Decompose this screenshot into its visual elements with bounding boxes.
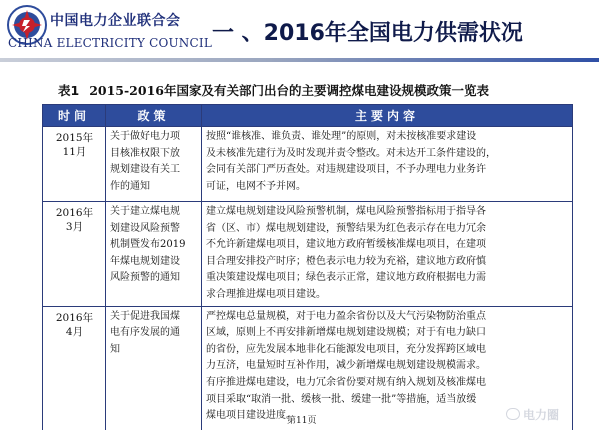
content-line: 建立煤电规划建设风险预警机制，煤电风险预警指标用于指导各 <box>206 206 486 217</box>
time-month: 11月 <box>62 146 87 158</box>
table-caption-number: 表1 <box>58 83 80 98</box>
table-row <box>43 306 573 430</box>
content-line: 项目采取“取消一批、缓核一批、缓建一批”等措施，适当放缓 <box>206 393 477 405</box>
content-cell <box>202 202 573 307</box>
table-row <box>43 202 573 307</box>
time-cell <box>43 127 106 202</box>
table-header-row <box>43 105 573 127</box>
time-year: 2016年 <box>55 207 94 219</box>
time-month: 4月 <box>65 325 84 338</box>
content-line: 可证，电网不予并网。 <box>206 180 306 192</box>
time-cell <box>43 202 106 307</box>
page-number: 第11页 <box>287 416 317 426</box>
content-line: 力互济，电量短时互补作用，减少新增煤电规划建设规模需求。 <box>206 360 486 372</box>
policy-cell <box>106 127 202 202</box>
policy-table <box>42 104 573 430</box>
content-cell <box>202 127 573 202</box>
content-line: 重决策建设煤电项目；绿色表示正常，建议地方政府根据电力需 <box>206 272 486 284</box>
time-year: 2016年 <box>55 311 94 324</box>
policy-line: 机制暨发布2019 <box>110 239 186 251</box>
content-line: 的省份，应先发展本地非化石能源发电项目，充分发挥跨区域电 <box>206 343 486 355</box>
content-line: 求合理推进煤电项目建设。 <box>206 288 326 300</box>
header-divider <box>0 58 599 62</box>
watermark <box>506 406 559 423</box>
content-line: 及未核准先建行为及时发现并责令整改。对未达开工条件建设的， <box>206 147 496 159</box>
content-line: 省（区、市）煤电规划建设，预警结果为红色表示存在电力冗余 <box>206 222 486 234</box>
table-row <box>43 127 573 202</box>
policy-line: 关于建立煤电规 <box>110 206 180 217</box>
org-name-en: CHINA ELECTRICITY COUNCIL <box>8 36 213 50</box>
column-header-time: 时间 <box>43 105 106 127</box>
content-line: 会同有关部门严历查处。对违规建设项目，不予办理电力业务许 <box>206 164 486 176</box>
policy-line: 年煤电规划建设 <box>110 255 180 267</box>
policy-line: 划建设风险预警 <box>110 222 180 234</box>
table-caption <box>58 81 489 99</box>
policy-line: 关于做好电力项 <box>110 131 180 142</box>
content-line: 煤电项目建设进度。 <box>206 410 296 422</box>
policy-line: 电有序发展的通 <box>110 327 180 339</box>
time-year: 2015年 <box>55 132 94 144</box>
content-line: 区域，原则上不再安排新增煤电规划建设规模；对于有电力缺口 <box>206 327 486 339</box>
watermark-text: 电力圈 <box>523 408 560 422</box>
content-line: 目合理安排投产时序；橙色表示电力较为充裕，建议地方政府慎 <box>206 255 486 267</box>
policy-cell <box>106 202 202 307</box>
content-line: 严控煤电总量规模，对于电力盈余省份以及大气污染物防治重点 <box>206 310 486 322</box>
policy-line: 关于促进我国煤 <box>110 310 180 322</box>
slide-title: 一 、2016年全国电力供需状况 <box>212 21 523 46</box>
table-caption-text: 2015-2016年国家及有关部门出台的主要调控煤电建设规模政策一览表 <box>89 83 489 98</box>
column-header-policy: 政策 <box>106 105 202 127</box>
policy-line: 目核准权限下放 <box>110 147 180 159</box>
slide-header <box>0 0 599 62</box>
org-name-cn: 中国电力企业联合会 <box>50 13 181 29</box>
time-cell <box>43 306 106 430</box>
content-line: 按照“谁核准、谁负责、谁处理”的原则，对未按核准要求建设 <box>206 131 477 142</box>
column-header-content: 主要内容 <box>202 105 573 127</box>
policy-cell <box>106 306 202 430</box>
content-line: 不允许新建煤电项目，建议地方政府暂缓核准煤电项目，在建项 <box>206 239 486 251</box>
policy-line: 作的通知 <box>110 180 150 192</box>
chat-bubble-icon <box>506 408 520 420</box>
content-line: 有序推进煤电建设，电力冗余省份要对规有纳入规划及核准煤电 <box>206 376 486 388</box>
time-month: 3月 <box>65 221 84 233</box>
policy-line: 规划建设有关工 <box>110 164 180 176</box>
policy-line: 风险预警的通知 <box>110 272 180 284</box>
policy-line: 知 <box>110 343 120 355</box>
